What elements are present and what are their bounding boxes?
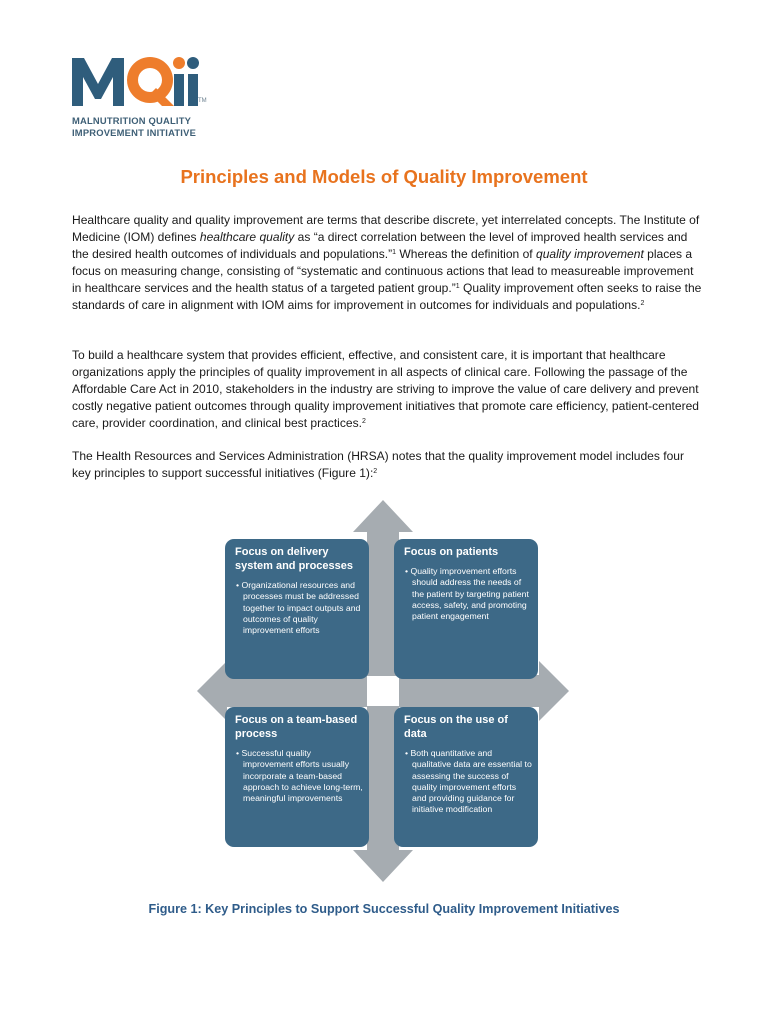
p1-text-2: as “a direct correlation between the level of improved health services and the desired health outcomes of individuals and populations.” xyxy=(72,230,688,261)
term-healthcare-quality: healthcare quality xyxy=(199,230,295,244)
principle-title: Focus on a team-based process xyxy=(235,714,358,740)
logo-name-line-1: MALNUTRITION QUALITY xyxy=(72,115,192,126)
principle-box-team-based xyxy=(225,707,369,847)
p3-text: The Health Resources and Services Administration (HRSA) notes that the quality improvement model includes four key principles to support successful initiatives (Figure 1): xyxy=(72,449,685,480)
footnote-ref: 1 xyxy=(455,283,460,290)
figure-caption: Figure 1: Key Principles to Support Successful Quality Improvement Initiatives xyxy=(148,902,620,916)
footnote-ref: 2 xyxy=(373,468,378,475)
principle-box-data xyxy=(394,707,538,847)
mqii-logo-mark xyxy=(70,44,210,114)
principle-description: • Successful quality improvement efforts usually incorporate a team-based approach to achieve long-term, meaningful improvements xyxy=(236,748,363,804)
principle-title: Focus on delivery system and processes xyxy=(235,546,354,572)
term-quality-improvement: quality improvement xyxy=(536,247,644,261)
mqii-logo xyxy=(70,44,220,144)
principle-title: Focus on the use of data xyxy=(404,714,508,740)
logo-name-line-2: IMPROVEMENT INITIATIVE xyxy=(72,127,197,138)
p1-text-3: Whereas the definition of xyxy=(396,247,536,261)
paragraph-quality-definitions xyxy=(72,212,704,314)
principle-description: • Quality improvement efforts should address the needs of the patient by targeting patient access, safety, and promoting patient engagement xyxy=(405,566,529,622)
p2-text: To build a healthcare system that provides efficient, effective, and consistent care, it is important that healthcare organizations apply the principles of quality improvement in all aspects of clinical care. Following the passage of the Affordable Care Act in 2010, stakeholders in the industry are striving to improve the value of care delivery and prevent costly negative patient outcomes through quality improvement initiatives that promote care efficiency, patient-centered care, provider coordination, and clinical best practices. xyxy=(72,348,699,430)
paragraph-healthcare-system xyxy=(72,347,704,432)
principle-title: Focus on patients xyxy=(404,546,499,558)
principle-box-patients xyxy=(394,539,538,679)
key-principles-diagram xyxy=(195,498,571,884)
page-title: Principles and Models of Quality Improvement xyxy=(180,166,588,187)
footnote-ref: 1 xyxy=(392,249,397,256)
principle-description: • Both quantitative and qualitative data are essential to assessing the success of quality improvement efforts and providing guidance for initiative modification xyxy=(405,748,532,815)
logo-trademark: TM xyxy=(198,98,207,104)
principle-box-delivery-system xyxy=(225,539,369,679)
footnote-ref: 2 xyxy=(361,418,366,425)
p1-text-1: Healthcare quality and quality improvement are terms that describe discrete, yet interrelated concepts. The Institute of Medicine (IOM) defines xyxy=(72,213,700,244)
principle-description: • Organizational resources and processes must be addressed together to impact outputs and outcomes of quality improvement efforts xyxy=(236,580,361,636)
footnote-ref: 2 xyxy=(640,300,645,307)
p1-text-4: places a focus on measuring change, consisting of “systematic and continuous actions that lead to measureable improvement in healthcare services and the health status of a targeted patient group.” xyxy=(72,247,694,295)
p1-text-5: Quality improvement often seeks to raise the standards of care in alignment with IOM aims for improvement in outcomes for individuals and populations. xyxy=(72,281,702,312)
paragraph-hrsa-principles xyxy=(72,448,704,482)
